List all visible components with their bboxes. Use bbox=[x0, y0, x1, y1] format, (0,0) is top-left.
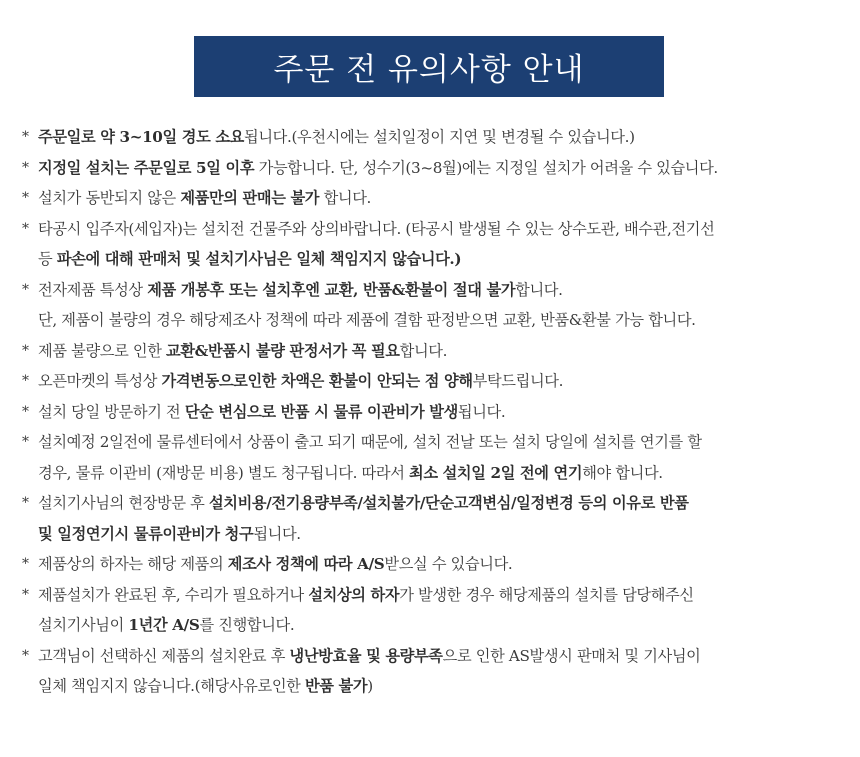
notice-line bbox=[38, 397, 856, 428]
notice-item bbox=[22, 427, 856, 488]
notice-text: 타공시 입주자(세입자)는 설치전 건물주와 상의바랍니다. (타공시 발생될 수 있는 상수도관, 배수관,전기선 bbox=[38, 219, 715, 238]
notice-list bbox=[22, 122, 856, 702]
notice-item bbox=[22, 549, 856, 580]
notice-text: 됩니다. bbox=[457, 402, 506, 421]
notice-text: 해야 합니다. bbox=[582, 463, 663, 482]
notice-text: 합니다. bbox=[319, 189, 372, 207]
notice-text: 경우, 물류 이관비 (재방문 비용) 별도 청구됩니다. 따라서 bbox=[38, 463, 409, 482]
emphasis-text: 반품 불가 bbox=[304, 677, 368, 695]
notice-item bbox=[22, 488, 856, 549]
bullet-star-icon: * bbox=[22, 586, 29, 603]
notice-text: 전자제품 특성상 bbox=[38, 280, 148, 299]
notice-line bbox=[38, 427, 856, 458]
notice-text: 가 발생한 경우 해당제품의 설치를 담당해주신 bbox=[399, 585, 694, 604]
notice-text: 설치예정 2일전에 물류센터에서 상품이 출고 되기 때문에, 설치 전날 또는 설치 당일에 설치를 연기를 할 bbox=[38, 433, 702, 451]
notice-line bbox=[38, 458, 856, 489]
emphasis-text: 냉난방효율 및 용량부족 bbox=[289, 646, 443, 665]
notice-text: 설치기사님의 현장방문 후 bbox=[38, 494, 209, 512]
bullet-star-icon: * bbox=[22, 403, 29, 420]
notice-line bbox=[38, 122, 856, 153]
bullet-star-icon: * bbox=[22, 495, 29, 511]
bullet-star-icon: * bbox=[22, 434, 29, 450]
bullet-star-icon: * bbox=[22, 190, 29, 206]
notice-text: 를 진행합니다. bbox=[199, 616, 295, 634]
notice-item bbox=[22, 397, 856, 428]
notice-text: 합니다. bbox=[399, 341, 448, 360]
notice-text: 설치 당일 방문하기 전 bbox=[38, 402, 185, 421]
page-title-banner bbox=[194, 36, 664, 97]
notice-text: 됩니다.(우천시에는 설치일정이 지연 및 변경될 수 있습니다.) bbox=[244, 128, 635, 146]
emphasis-text: 제품만의 판매는 불가 bbox=[180, 189, 320, 207]
notice-item bbox=[22, 580, 856, 641]
emphasis-text: 지정일 설치는 주문일로 5일 이후 bbox=[38, 158, 255, 177]
emphasis-text: 설치상의 하자 bbox=[308, 585, 400, 604]
notice-item bbox=[22, 366, 856, 397]
bullet-star-icon: * bbox=[22, 556, 29, 572]
emphasis-text: 파손에 대해 판매처 및 설치기사님은 일체 책임지지 않습니다.) bbox=[56, 250, 462, 268]
notice-line bbox=[38, 214, 856, 245]
bullet-star-icon: * bbox=[22, 647, 29, 664]
emphasis-text: 제품 개봉후 또는 설치후엔 교환, 반품&환불이 절대 불가 bbox=[147, 280, 516, 299]
emphasis-text: 설치비용/전기용량부족/설치불가/단순고객변심/일정변경 등의 이유로 반품 bbox=[208, 494, 689, 512]
notice-line bbox=[38, 549, 856, 580]
notice-text: 부탁드립니다. bbox=[472, 372, 564, 390]
notice-text: 제품 불량으로 인한 bbox=[38, 341, 167, 360]
notice-line bbox=[38, 641, 856, 672]
notice-line bbox=[38, 580, 856, 611]
notice-item bbox=[22, 641, 856, 702]
bullet-star-icon: * bbox=[22, 159, 29, 176]
notice-text: 일체 책임지지 않습니다.(해당사유로인한 bbox=[38, 677, 305, 695]
notice-line bbox=[38, 488, 856, 519]
notice-item bbox=[22, 336, 856, 367]
notice-line bbox=[38, 610, 856, 641]
notice-line bbox=[38, 366, 856, 397]
notice-text: 제품상의 하자는 해당 제품의 bbox=[38, 555, 228, 573]
notice-item bbox=[22, 122, 856, 153]
notice-text: ) bbox=[367, 677, 373, 695]
emphasis-text: 제조사 정책에 따라 A/S bbox=[227, 555, 385, 573]
notice-text: 등 bbox=[38, 250, 57, 268]
notice-text: 설치가 동반되지 않은 bbox=[38, 189, 181, 207]
bullet-star-icon: * bbox=[22, 220, 29, 237]
notice-text: 합니다. bbox=[515, 280, 563, 299]
notice-text: 고객님이 선택하신 제품의 설치완료 후 bbox=[38, 646, 290, 665]
notice-item bbox=[22, 183, 856, 214]
notice-text: 오픈마켓의 특성상 bbox=[38, 372, 162, 390]
notice-line bbox=[38, 183, 856, 214]
bullet-star-icon: * bbox=[22, 342, 29, 359]
notice-line bbox=[38, 519, 856, 550]
notice-text: 됩니다. bbox=[253, 524, 301, 543]
bullet-star-icon: * bbox=[22, 373, 29, 389]
emphasis-text: 단순 변심으로 반품 시 물류 이관비가 발생 bbox=[184, 402, 458, 421]
bullet-star-icon: * bbox=[22, 281, 29, 298]
notice-text: 받으실 수 있습니다. bbox=[384, 555, 513, 573]
notice-line bbox=[38, 305, 856, 336]
emphasis-text: 가격변동으로인한 차액은 환불이 안되는 점 양해 bbox=[161, 372, 473, 390]
notice-item bbox=[22, 153, 856, 184]
notice-line bbox=[38, 244, 856, 275]
emphasis-text: 교환&반품시 불량 판정서가 꼭 필요 bbox=[166, 341, 400, 360]
notice-line bbox=[38, 671, 856, 702]
notice-item bbox=[22, 214, 856, 275]
page-title: 주문 전 유의사항 안내 bbox=[273, 52, 585, 88]
notice-line bbox=[38, 153, 856, 184]
notice-line bbox=[38, 336, 856, 367]
emphasis-text: 최소 설치일 2일 전에 연기 bbox=[409, 463, 583, 482]
notice-item bbox=[22, 275, 856, 336]
notice-text: 가능합니다. 단, 성수기(3~8월)에는 지정일 설치가 어려울 수 있습니다. bbox=[254, 158, 718, 177]
notice-text: 제품설치가 완료된 후, 수리가 필요하거나 bbox=[38, 585, 309, 604]
notice-text: 으로 인한 AS발생시 판매처 및 기사님이 bbox=[442, 646, 701, 665]
emphasis-text: 및 일정연기시 물류이관비가 청구 bbox=[38, 524, 254, 543]
notice-line bbox=[38, 275, 856, 306]
bullet-star-icon: * bbox=[22, 129, 29, 145]
notice-text: 단, 제품이 불량의 경우 해당제조사 정책에 따라 제품에 결함 판정받으면 교환, 반품&환불 가능 합니다. bbox=[38, 311, 696, 329]
emphasis-text: 1년간 A/S bbox=[128, 616, 200, 634]
emphasis-text: 주문일로 약 3~10일 경도 소요 bbox=[38, 128, 244, 146]
notice-text: 설치기사님이 bbox=[38, 616, 129, 634]
